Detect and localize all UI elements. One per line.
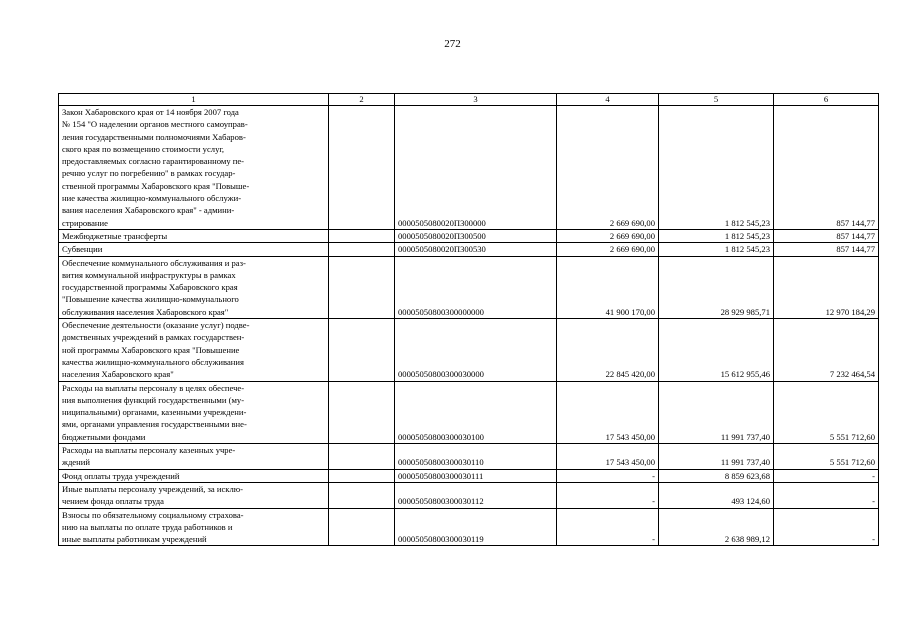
row-name-cell: Расходы на выплаты персоналу в целях обеспече- ния выполнения функций государственными (му- ниципальными) органами, казенными учреждени- ями, органами управления государственными вне- бюджетными фондами [59,381,329,443]
row-col2-cell [329,319,395,381]
column-header: 3 [395,94,557,106]
column-header: 1 [59,94,329,106]
column-header: 5 [659,94,774,106]
row-value5-cell: 11 991 737,40 [659,381,774,443]
row-value6-cell: 857 144,77 [774,243,879,256]
row-value4-cell: 41 900 170,00 [557,256,659,318]
row-col2-cell [329,482,395,508]
table-row [59,243,879,256]
table-row [59,106,879,230]
row-value5-cell: 1 812 545,23 [659,243,774,256]
row-col2-cell [329,229,395,242]
row-name-cell: Обеспечение коммунального обслуживания и раз- вития коммунальной инфраструктуры в рамках государственной программы Хабаровского края "Повышение качества жилищно-коммунального обслуживания населения Хабаровского края" [59,256,329,318]
row-name-cell: Межбюджетные трансферты [59,229,329,242]
row-value5-cell: 11 991 737,40 [659,444,774,470]
row-value4-cell: 2 669 690,00 [557,106,659,230]
row-value4-cell: - [557,508,659,546]
row-value5-cell: 2 638 989,12 [659,508,774,546]
row-code-cell: 00005050800300030110 [395,444,557,470]
row-code-cell: 00005050800300030119 [395,508,557,546]
column-header: 6 [774,94,879,106]
row-name-cell: Закон Хабаровского края от 14 ноября 2007 года № 154 "О наделении органов местного самоуправ- ления государственными полномочиями Хабаров- ского края по возмещению стоимости услуг, предоставляемых согласно гарантированному пе- речню услуг по погребению" в рамках государ- ственной программы Хабаровского края "Повыше- ние качества жилищно-коммунального обслужи- вания населения Хабаровского края" - админи- стрирование [59,106,329,230]
page-number: 272 [444,38,461,50]
row-col2-cell [329,256,395,318]
table-row [59,381,879,443]
row-name-cell: Расходы на выплаты персоналу казенных учре- ждений [59,444,329,470]
table-row [59,229,879,242]
row-value6-cell: 5 551 712,60 [774,444,879,470]
row-value4-cell: 22 845 420,00 [557,319,659,381]
row-value4-cell: 2 669 690,00 [557,229,659,242]
row-value6-cell: 857 144,77 [774,106,879,230]
row-col2-cell [329,469,395,482]
row-value5-cell: 28 929 985,71 [659,256,774,318]
row-value4-cell: 17 543 450,00 [557,381,659,443]
row-value5-cell: 8 859 623,68 [659,469,774,482]
row-code-cell: 0000505080020П300530 [395,243,557,256]
row-value4-cell: 2 669 690,00 [557,243,659,256]
row-code-cell: 00005050800300030100 [395,381,557,443]
row-value6-cell: - [774,508,879,546]
row-name-cell: Иные выплаты персоналу учреждений, за исклю- чением фонда оплаты труда [59,482,329,508]
row-code-cell: 0000505080020П300000 [395,106,557,230]
table-body [59,106,879,546]
table-row [59,256,879,318]
row-name-cell: Субвенции [59,243,329,256]
table-row [59,482,879,508]
row-value5-cell: 15 612 955,46 [659,319,774,381]
row-code-cell: 00005050800300030112 [395,482,557,508]
row-name-cell: Обеспечение деятельности (оказание услуг) подве- домственных учреждений в рамках государствен- ной программы Хабаровского края "Повышение качества жилищно-коммунального обслуживания населения Хабаровского края" [59,319,329,381]
row-col2-cell [329,106,395,230]
row-value6-cell: 857 144,77 [774,229,879,242]
row-value5-cell: 493 124,60 [659,482,774,508]
column-header: 4 [557,94,659,106]
row-value4-cell: - [557,469,659,482]
row-value6-cell: 7 232 464,54 [774,319,879,381]
table-row [59,469,879,482]
row-value6-cell: 5 551 712,60 [774,381,879,443]
row-code-cell: 0000505080020П300500 [395,229,557,242]
row-code-cell: 00005050800300030000 [395,319,557,381]
budget-table [58,93,879,546]
table-row [59,508,879,546]
row-value5-cell: 1 812 545,23 [659,106,774,230]
row-col2-cell [329,508,395,546]
table-row [59,319,879,381]
row-col2-cell [329,444,395,470]
row-value5-cell: 1 812 545,23 [659,229,774,242]
row-col2-cell [329,243,395,256]
row-value6-cell: - [774,469,879,482]
table-row [59,444,879,470]
row-value4-cell: - [557,482,659,508]
row-name-cell: Фонд оплаты труда учреждений [59,469,329,482]
row-value6-cell: 12 970 184,29 [774,256,879,318]
column-header: 2 [329,94,395,106]
row-name-cell: Взносы по обязательному социальному страхова- нию на выплаты по оплате труда работников и иные выплаты работникам учреждений [59,508,329,546]
row-col2-cell [329,381,395,443]
row-value6-cell: - [774,482,879,508]
table-header-row [59,94,879,106]
row-code-cell: 00005050800300000000 [395,256,557,318]
row-value4-cell: 17 543 450,00 [557,444,659,470]
row-code-cell: 00005050800300030111 [395,469,557,482]
